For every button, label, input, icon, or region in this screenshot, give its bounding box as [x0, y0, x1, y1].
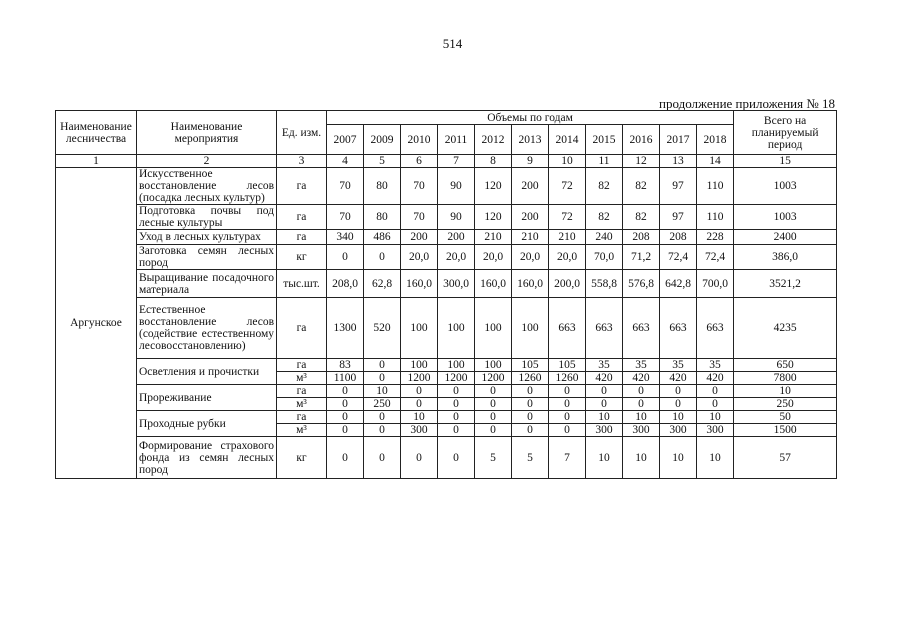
column-number: 15	[734, 155, 837, 168]
header-year: 2015	[586, 125, 623, 155]
value-cell: 120	[475, 205, 512, 230]
activity-name: Искусственное восстановление лесов (посадка лесных культур)	[137, 168, 277, 205]
header-year: 2017	[660, 125, 697, 155]
column-number: 11	[586, 155, 623, 168]
unit-cell: га	[277, 298, 327, 359]
header-unit: Ед. изм.	[277, 111, 327, 155]
value-cell: 0	[660, 385, 697, 398]
value-cell: 10	[660, 411, 697, 424]
value-cell: 200,0	[549, 270, 586, 298]
value-cell: 200	[438, 230, 475, 245]
table-row	[56, 385, 837, 398]
header-year: 2013	[512, 125, 549, 155]
page-number: 514	[442, 36, 463, 51]
total-cell: 50	[734, 411, 837, 424]
value-cell: 62,8	[364, 270, 401, 298]
table-row	[56, 168, 837, 205]
header-total: Всего на планируемый период	[734, 111, 837, 155]
value-cell: 420	[697, 372, 734, 385]
value-cell: 0	[364, 372, 401, 385]
value-cell: 72	[549, 205, 586, 230]
value-cell: 0	[697, 398, 734, 411]
activity-name: Выращивание посадочного материала	[137, 270, 277, 298]
column-number: 2	[137, 155, 277, 168]
value-cell: 0	[327, 437, 364, 479]
value-cell: 100	[401, 298, 438, 359]
value-cell: 0	[660, 398, 697, 411]
value-cell: 1300	[327, 298, 364, 359]
value-cell: 0	[364, 424, 401, 437]
value-cell: 1260	[549, 372, 586, 385]
value-cell: 20,0	[438, 245, 475, 270]
header-year: 2018	[697, 125, 734, 155]
value-cell: 20,0	[401, 245, 438, 270]
table-row	[56, 359, 837, 372]
header-year: 2009	[364, 125, 401, 155]
value-cell: 0	[512, 411, 549, 424]
activity-name: Прореживание	[137, 385, 277, 411]
table-row	[56, 230, 837, 245]
table-row	[56, 411, 837, 424]
unit-cell: га	[277, 230, 327, 245]
activity-name: Проходные рубки	[137, 411, 277, 437]
value-cell: 70	[327, 205, 364, 230]
value-cell: 250	[364, 398, 401, 411]
value-cell: 10	[364, 385, 401, 398]
header-year: 2007	[327, 125, 364, 155]
column-number: 1	[56, 155, 137, 168]
value-cell: 300	[401, 424, 438, 437]
value-cell: 71,2	[623, 245, 660, 270]
column-number: 9	[512, 155, 549, 168]
value-cell: 100	[475, 298, 512, 359]
unit-cell: тыс.шт.	[277, 270, 327, 298]
value-cell: 663	[586, 298, 623, 359]
column-number: 6	[401, 155, 438, 168]
total-cell: 386,0	[734, 245, 837, 270]
total-cell: 4235	[734, 298, 837, 359]
value-cell: 100	[438, 359, 475, 372]
value-cell: 90	[438, 205, 475, 230]
value-cell: 10	[660, 437, 697, 479]
value-cell: 105	[549, 359, 586, 372]
total-cell: 57	[734, 437, 837, 479]
value-cell: 1200	[438, 372, 475, 385]
value-cell: 7	[549, 437, 586, 479]
value-cell: 105	[512, 359, 549, 372]
value-cell: 90	[438, 168, 475, 205]
column-number: 13	[660, 155, 697, 168]
value-cell: 0	[586, 385, 623, 398]
value-cell: 0	[364, 411, 401, 424]
value-cell: 70	[401, 168, 438, 205]
column-number: 7	[438, 155, 475, 168]
value-cell: 82	[586, 205, 623, 230]
value-cell: 1260	[512, 372, 549, 385]
activity-name: Естественное восстановление лесов (содействие естественному лесовосстановлению)	[137, 298, 277, 359]
table-row	[56, 245, 837, 270]
value-cell: 420	[586, 372, 623, 385]
value-cell: 300	[586, 424, 623, 437]
value-cell: 576,8	[623, 270, 660, 298]
value-cell: 82	[623, 168, 660, 205]
value-cell: 300	[697, 424, 734, 437]
unit-cell: кг	[277, 245, 327, 270]
value-cell: 210	[475, 230, 512, 245]
value-cell: 1200	[475, 372, 512, 385]
unit-cell: га	[277, 168, 327, 205]
table-row	[56, 437, 837, 479]
activity-name: Уход в лесных культурах	[137, 230, 277, 245]
activity-name: Формирование страхового фонда из семян лесных пород	[137, 437, 277, 479]
table-row	[56, 298, 837, 359]
value-cell: 0	[475, 398, 512, 411]
value-cell: 0	[327, 385, 364, 398]
value-cell: 72	[549, 168, 586, 205]
unit-cell: м³	[277, 424, 327, 437]
unit-cell: га	[277, 411, 327, 424]
value-cell: 20,0	[549, 245, 586, 270]
value-cell: 0	[549, 411, 586, 424]
value-cell: 240	[586, 230, 623, 245]
unit-cell: га	[277, 385, 327, 398]
value-cell: 0	[438, 398, 475, 411]
value-cell: 80	[364, 205, 401, 230]
value-cell: 20,0	[512, 245, 549, 270]
value-cell: 300	[623, 424, 660, 437]
activity-name: Подготовка почвы под лесные культуры	[137, 205, 277, 230]
total-cell: 1500	[734, 424, 837, 437]
value-cell: 20,0	[475, 245, 512, 270]
value-cell: 208,0	[327, 270, 364, 298]
table-row	[56, 205, 837, 230]
value-cell: 10	[623, 437, 660, 479]
total-cell: 2400	[734, 230, 837, 245]
value-cell: 5	[475, 437, 512, 479]
activity-name: Осветления и прочистки	[137, 359, 277, 385]
header-forestry: Наименование лесничества	[56, 111, 137, 155]
value-cell: 0	[364, 245, 401, 270]
value-cell: 100	[438, 298, 475, 359]
value-cell: 1100	[327, 372, 364, 385]
value-cell: 0	[623, 385, 660, 398]
value-cell: 10	[586, 411, 623, 424]
value-cell: 300	[660, 424, 697, 437]
value-cell: 0	[512, 385, 549, 398]
value-cell: 10	[697, 411, 734, 424]
column-number: 14	[697, 155, 734, 168]
value-cell: 5	[512, 437, 549, 479]
value-cell: 0	[512, 424, 549, 437]
value-cell: 0	[438, 411, 475, 424]
value-cell: 0	[401, 385, 438, 398]
value-cell: 35	[586, 359, 623, 372]
column-number: 3	[277, 155, 327, 168]
value-cell: 35	[660, 359, 697, 372]
value-cell: 10	[623, 411, 660, 424]
value-cell: 100	[512, 298, 549, 359]
value-cell: 200	[512, 168, 549, 205]
column-number: 8	[475, 155, 512, 168]
column-number: 12	[623, 155, 660, 168]
value-cell: 97	[660, 205, 697, 230]
value-cell: 97	[660, 168, 697, 205]
value-cell: 0	[401, 437, 438, 479]
value-cell: 520	[364, 298, 401, 359]
header-activity: Наименование мероприятия	[137, 111, 277, 155]
value-cell: 72,4	[660, 245, 697, 270]
total-cell: 7800	[734, 372, 837, 385]
value-cell: 208	[623, 230, 660, 245]
column-number: 4	[327, 155, 364, 168]
value-cell: 0	[327, 398, 364, 411]
total-cell: 650	[734, 359, 837, 372]
unit-cell: м³	[277, 398, 327, 411]
value-cell: 82	[586, 168, 623, 205]
value-cell: 700,0	[697, 270, 734, 298]
value-cell: 663	[623, 298, 660, 359]
value-cell: 0	[364, 437, 401, 479]
value-cell: 35	[697, 359, 734, 372]
value-cell: 72,4	[697, 245, 734, 270]
total-cell: 10	[734, 385, 837, 398]
header-year: 2010	[401, 125, 438, 155]
value-cell: 70	[327, 168, 364, 205]
value-cell: 70	[401, 205, 438, 230]
value-cell: 160,0	[512, 270, 549, 298]
value-cell: 340	[327, 230, 364, 245]
value-cell: 0	[475, 411, 512, 424]
value-cell: 208	[660, 230, 697, 245]
header-year: 2016	[623, 125, 660, 155]
value-cell: 0	[475, 424, 512, 437]
value-cell: 160,0	[401, 270, 438, 298]
value-cell: 300,0	[438, 270, 475, 298]
value-cell: 35	[623, 359, 660, 372]
unit-cell: кг	[277, 437, 327, 479]
appendix-continuation-label: продолжение приложения № 18	[659, 96, 835, 111]
value-cell: 0	[549, 398, 586, 411]
value-cell: 80	[364, 168, 401, 205]
value-cell: 100	[401, 359, 438, 372]
value-cell: 0	[401, 398, 438, 411]
unit-cell: га	[277, 205, 327, 230]
value-cell: 486	[364, 230, 401, 245]
forestry-activities-table	[55, 110, 837, 479]
value-cell: 83	[327, 359, 364, 372]
forestry-name: Аргунское	[56, 168, 137, 479]
value-cell: 210	[512, 230, 549, 245]
total-cell: 250	[734, 398, 837, 411]
value-cell: 0	[438, 424, 475, 437]
value-cell: 10	[586, 437, 623, 479]
value-cell: 0	[549, 424, 586, 437]
value-cell: 210	[549, 230, 586, 245]
value-cell: 0	[438, 437, 475, 479]
column-number: 5	[364, 155, 401, 168]
value-cell: 110	[697, 168, 734, 205]
value-cell: 120	[475, 168, 512, 205]
total-cell: 3521,2	[734, 270, 837, 298]
value-cell: 420	[660, 372, 697, 385]
header-year: 2012	[475, 125, 512, 155]
value-cell: 0	[327, 245, 364, 270]
unit-cell: га	[277, 359, 327, 372]
value-cell: 663	[549, 298, 586, 359]
value-cell: 228	[697, 230, 734, 245]
value-cell: 0	[512, 398, 549, 411]
value-cell: 0	[586, 398, 623, 411]
value-cell: 1200	[401, 372, 438, 385]
value-cell: 0	[438, 385, 475, 398]
value-cell: 110	[697, 205, 734, 230]
header-year: 2014	[549, 125, 586, 155]
value-cell: 200	[401, 230, 438, 245]
header-year: 2011	[438, 125, 475, 155]
value-cell: 200	[512, 205, 549, 230]
unit-cell: м³	[277, 372, 327, 385]
value-cell: 0	[327, 411, 364, 424]
value-cell: 0	[475, 385, 512, 398]
value-cell: 10	[401, 411, 438, 424]
value-cell: 0	[549, 385, 586, 398]
value-cell: 100	[475, 359, 512, 372]
value-cell: 642,8	[660, 270, 697, 298]
value-cell: 70,0	[586, 245, 623, 270]
value-cell: 10	[697, 437, 734, 479]
value-cell: 0	[623, 398, 660, 411]
value-cell: 663	[660, 298, 697, 359]
value-cell: 160,0	[475, 270, 512, 298]
table-row	[56, 270, 837, 298]
activity-name: Заготовка семян лесных пород	[137, 245, 277, 270]
value-cell: 82	[623, 205, 660, 230]
value-cell: 663	[697, 298, 734, 359]
total-cell: 1003	[734, 205, 837, 230]
value-cell: 558,8	[586, 270, 623, 298]
value-cell: 0	[697, 385, 734, 398]
column-number: 10	[549, 155, 586, 168]
total-cell: 1003	[734, 168, 837, 205]
header-volumes-by-year: Объемы по годам	[327, 111, 734, 125]
value-cell: 0	[327, 424, 364, 437]
value-cell: 420	[623, 372, 660, 385]
value-cell: 0	[364, 359, 401, 372]
